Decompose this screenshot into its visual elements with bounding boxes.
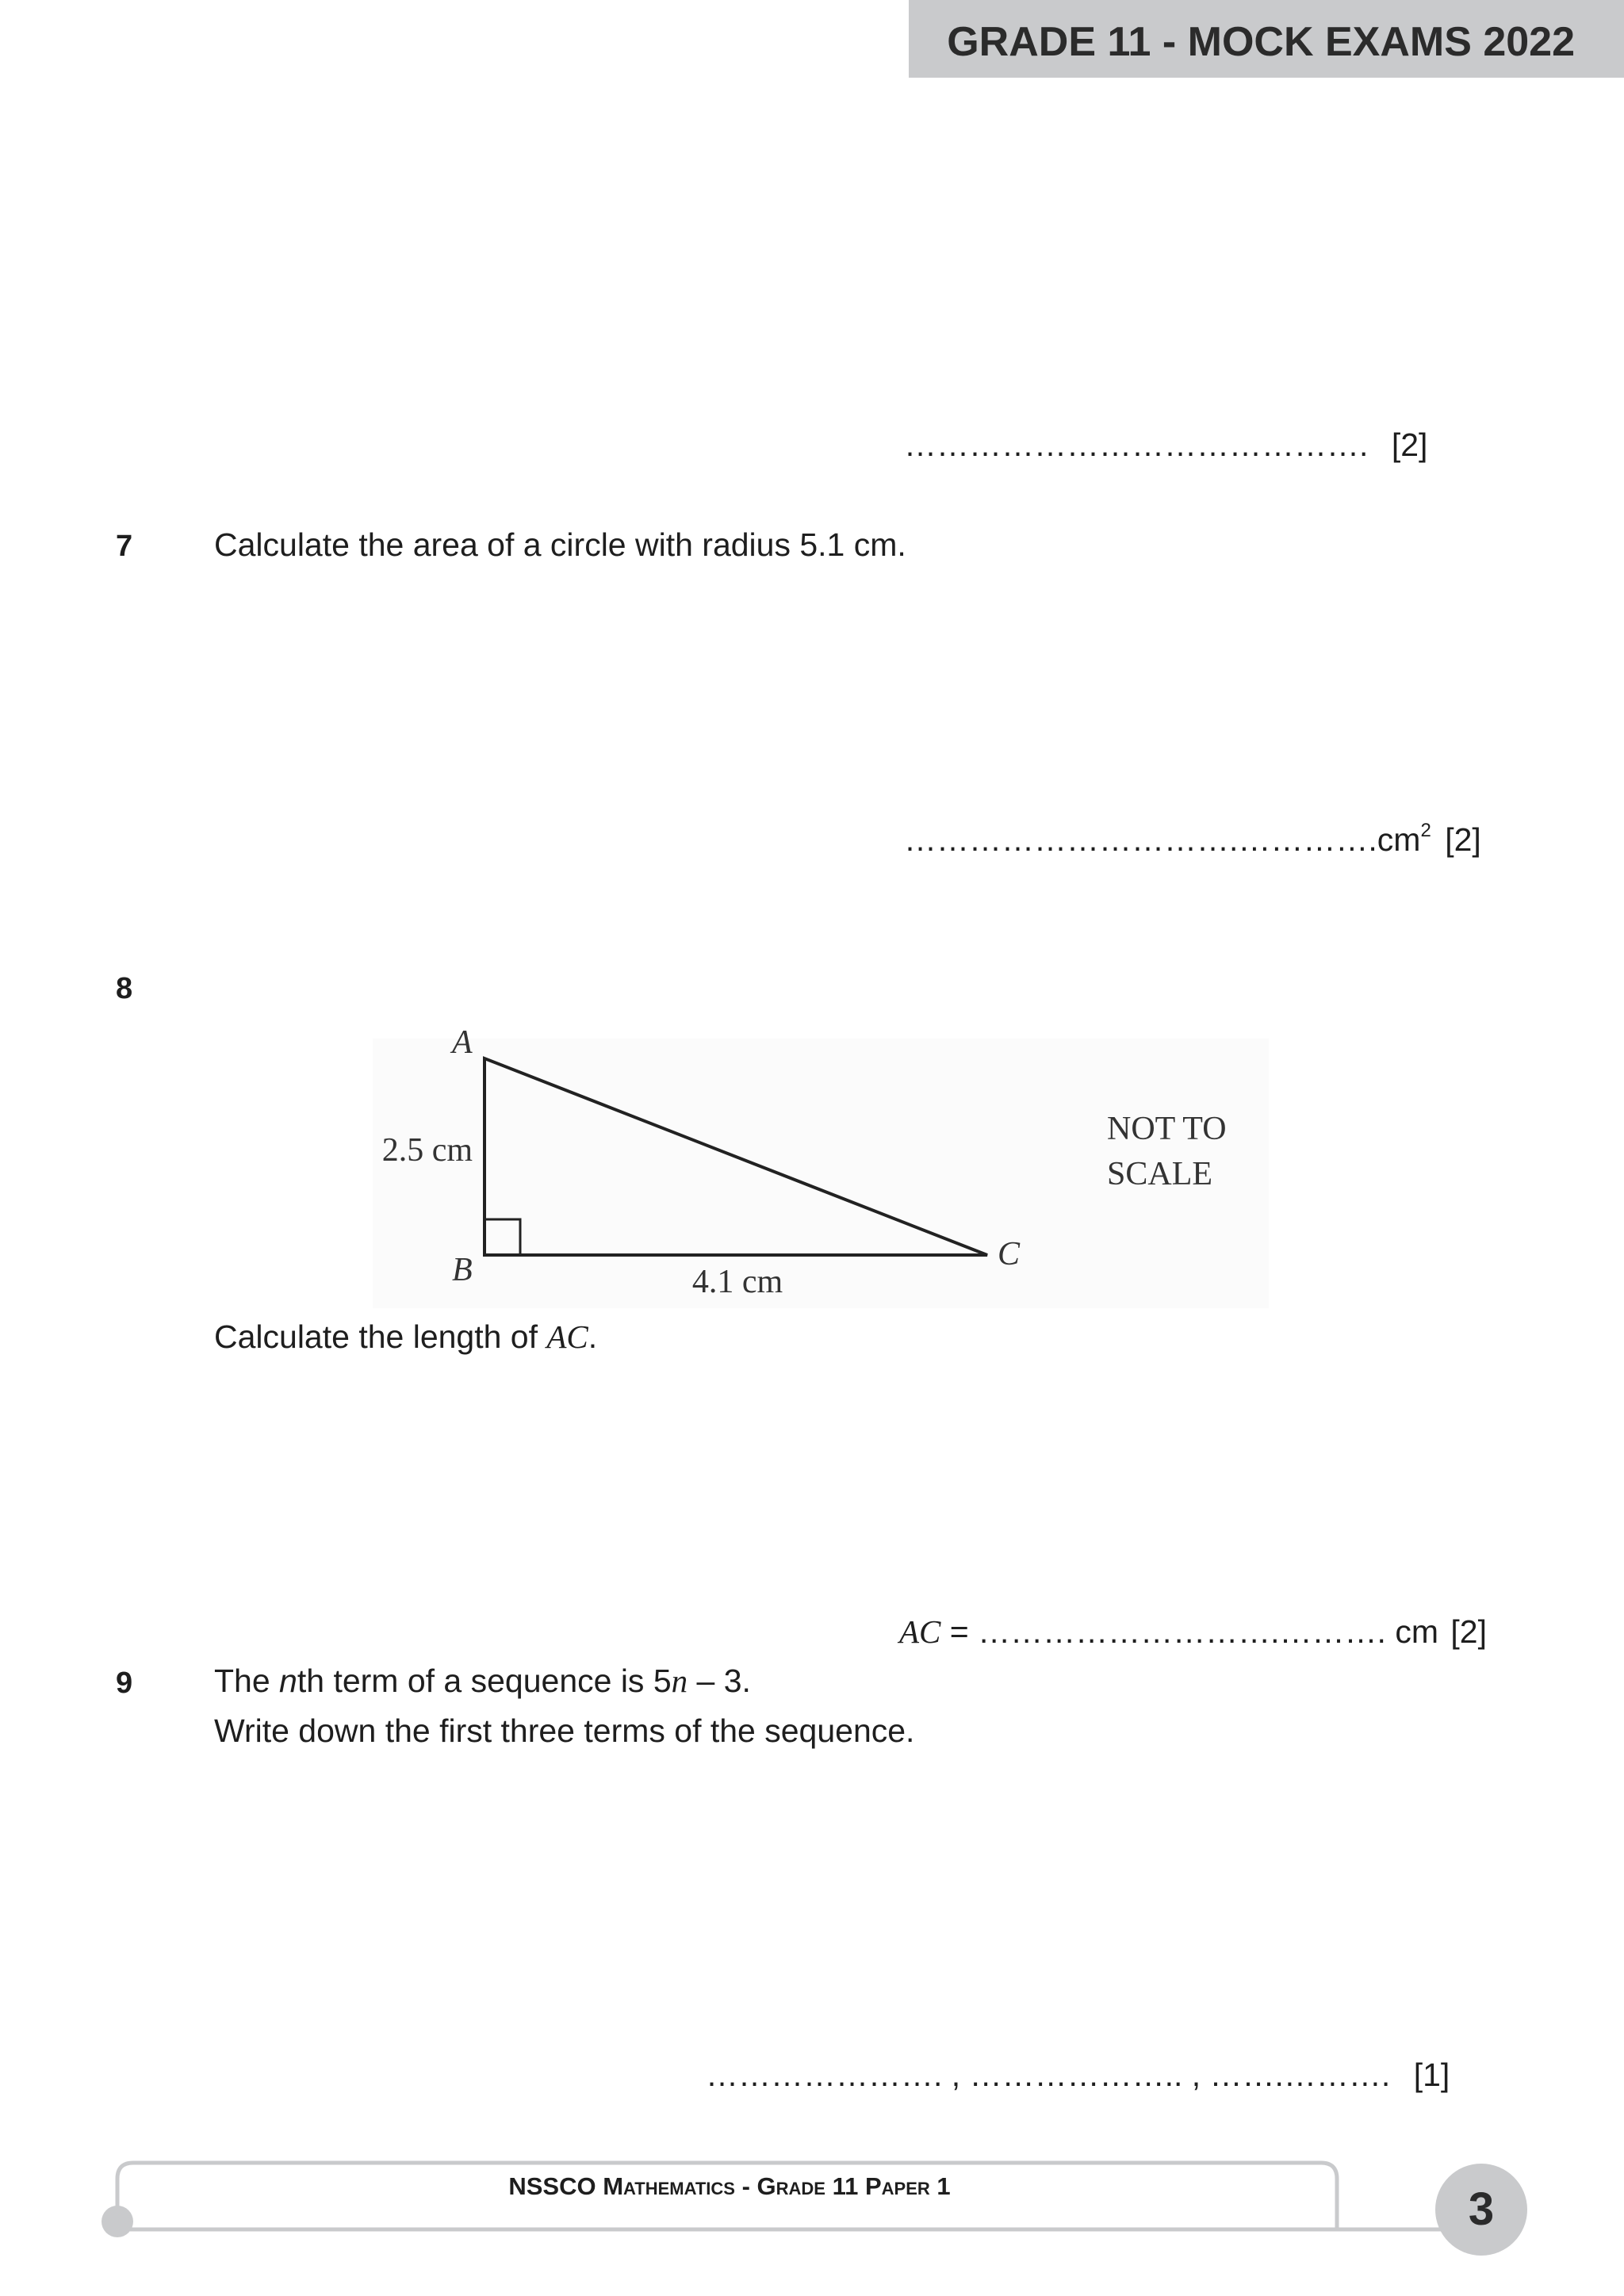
vertex-label-c: C [998,1236,1021,1272]
question-9-line-1-pre: The [214,1663,280,1699]
question-8-marks: [2] [1450,1613,1487,1650]
prev-answer-line [904,427,1427,464]
side-bc-length: 4.1 cm [691,1264,783,1300]
vertex-label-b: B [452,1252,473,1288]
question-8-text-suffix: . [588,1318,598,1355]
question-8-text [214,1318,597,1356]
question-8-answer-var: AC [899,1613,941,1650]
question-9-answer-dots: …………………. , ……………….. , …….………. [706,2057,1391,2093]
question-8-answer-line [899,1613,1487,1651]
triangle-figure [373,1015,1285,1316]
vertex-label-a: A [452,1024,473,1061]
footer-frame [0,2141,1624,2296]
question-9-answer-line [706,2057,1450,2094]
question-8-text-prefix: Calculate the length of [214,1318,547,1355]
question-7-answer-line [904,821,1481,859]
question-9-line-1 [214,1662,751,1700]
question-9-line-1-mid: th term of a sequence is 5 [297,1663,672,1699]
question-9-line-1-n2: n [671,1663,688,1699]
side-ab-length: 2.5 cm [381,1132,473,1169]
not-to-scale-line-2: SCALE [1107,1156,1213,1192]
prev-answer-marks: [2] [1391,427,1428,463]
question-9-line-1-n: n [279,1663,297,1699]
prev-answer-dots: ……………………………………. [904,427,1369,463]
question-7-answer-dots: ………………………….………… [904,821,1369,858]
question-7-number: 7 [116,530,133,563]
question-8-answer-dots: ……………………….………. cm [978,1613,1438,1650]
not-to-scale-line-1: NOT TO [1107,1111,1227,1147]
footer-dot [102,2206,133,2237]
question-8-number: 8 [116,972,133,1005]
page-number: 3 [1435,2164,1527,2256]
question-9-line-2: Write down the first three terms of the sequence. [214,1712,915,1749]
question-8-answer-eq: = [940,1613,979,1650]
question-9-marks: [1] [1413,2057,1450,2093]
question-7-answer-unit: .cm [1368,821,1421,858]
question-8-text-var: AC [546,1318,588,1355]
page-title: GRADE 11 - MOCK EXAMS 2022 [947,19,1575,65]
question-7-marks: [2] [1445,821,1481,858]
footer-text: NSSCO Mathematics - Grade 11 Paper 1 [508,2172,951,2200]
question-9-line-1-post: – 3. [688,1663,751,1699]
question-7-answer-unit-sup: 2 [1420,820,1431,841]
question-9-number: 9 [116,1667,133,1700]
question-7-text: Calculate the area of a circle with radius 5.1 cm. [214,526,906,563]
